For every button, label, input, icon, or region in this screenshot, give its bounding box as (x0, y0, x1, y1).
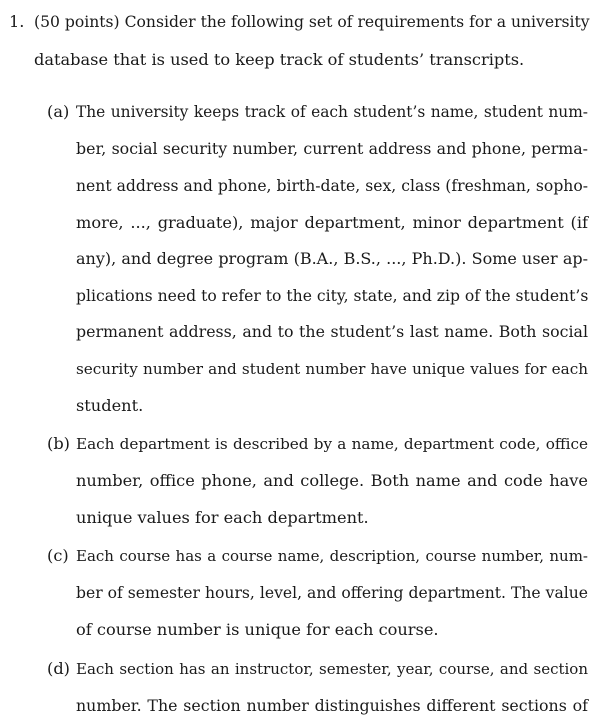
item-d-line-1: Each section has an instructor, semester, year, course, and section (76, 660, 588, 678)
item-a-line-1: The university keeps track of each student’s name, student num- (76, 103, 588, 121)
item-c-line-1: Each course has a course name, description, course number, num- (76, 547, 588, 565)
item-c-line-3: of course number is unique for each course. (76, 620, 439, 639)
item-b-label: (b) (47, 434, 70, 453)
item-c-line-2: ber of semester hours, level, and offering department. The value (76, 584, 588, 602)
question-intro-line-1: (50 points) Consider the following set of requirements for a university (34, 13, 590, 31)
item-a-line-6: plications need to refer to the city, state, and zip of the student’s (76, 287, 589, 305)
item-c-label: (c) (47, 546, 69, 565)
item-a-line-5: any), and degree program (B.A., B.S., ..., Ph.D.). Some user ap- (76, 249, 588, 268)
item-d-line-2: number. The section number distinguishes different sections of (76, 696, 588, 715)
item-a-line-8: security number and student number have unique values for each (76, 360, 588, 378)
item-a-line-2: ber, social security number, current address and phone, perma- (76, 139, 588, 158)
item-a-line-7: permanent address, and to the student’s last name. Both social (76, 322, 588, 341)
question-intro-line-2: database that is used to keep track of students’ transcripts. (34, 50, 525, 69)
item-b-line-2: number, office phone, and college. Both name and code have (76, 471, 588, 490)
item-a-label: (a) (47, 102, 70, 121)
question-number: 1. (9, 12, 25, 31)
item-d-label: (d) (47, 659, 70, 678)
item-a-line-4: more, ..., graduate), major department, minor department (if (76, 213, 588, 232)
item-b-line-1: Each department is described by a name, department code, office (76, 435, 588, 453)
item-b-line-3: unique values for each department. (76, 508, 369, 527)
item-a-line-3: nent address and phone, birth-date, sex, class (freshman, sopho- (76, 177, 588, 195)
item-a-line-9: student. (76, 396, 144, 415)
